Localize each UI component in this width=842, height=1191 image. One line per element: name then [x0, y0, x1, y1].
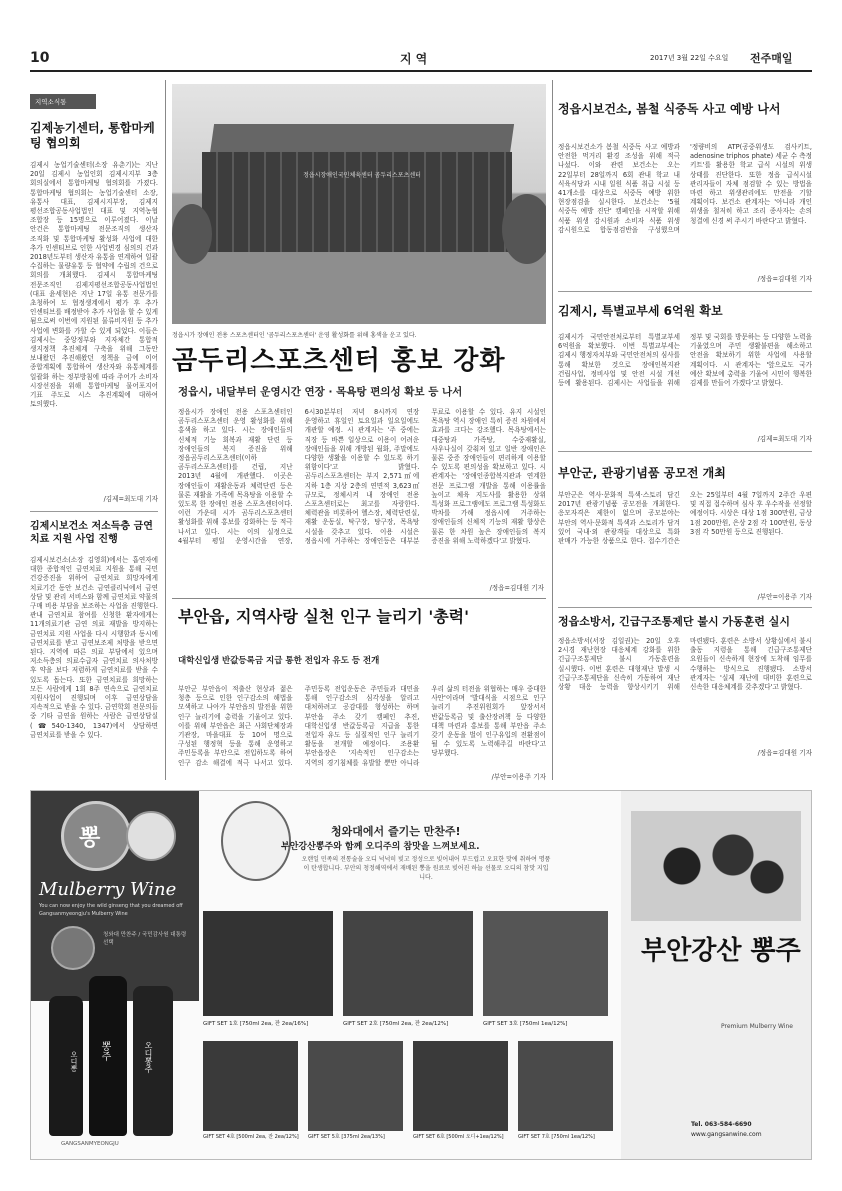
- building-roof: [210, 124, 514, 154]
- page-header: [30, 48, 812, 70]
- article-title: 김제시보건소 저소득층 금연치료 지원 사업 진행: [30, 521, 153, 545]
- main-headline-text: 곰두리스포츠센터 홍보 강화: [172, 346, 506, 376]
- article-body: [558, 491, 812, 591]
- mascot-icon: [126, 811, 176, 861]
- article-body: [558, 637, 812, 747]
- article-byline: /김제=최도대 기자: [103, 495, 158, 503]
- giftset-box: [343, 911, 473, 1016]
- main-subhead: 정읍시, 내달부터 운영시간 연장 · 목욕탕 편의성 확보 등 나서: [178, 386, 463, 398]
- giftset-label: GIFT SET 6호 [500ml 오디+1ea/12%]: [413, 1134, 504, 1140]
- paper-name: 전주매일: [750, 52, 793, 65]
- giftset-row: [203, 1041, 613, 1151]
- page-number: 10: [30, 50, 50, 66]
- section-title: 지역: [400, 52, 432, 66]
- article-text: 정읍시보건소가 봄철 식중독 사고 예방과 안전한 먹거리 환경 조성을 위해 적극 나섰다. 이와 관련 보건소는 오는 22일부터 28일까지 6회 관내 학교 내 식육식당과 시내 일원 식품 취급 시설 등 41개소를 대상으로 식중독 예방 위한 현장점검을 실시한다. 보건소는 '5월 식중독 예방 진단' 캠페인을 시작할 위해 식품 위생 감시원과 소비자 식품 위생 감시원으로 합동점검반을 구성했으며 '정량비의 ATP(공중위생도 검사키트, adenosine triphos phate) 세균 수 측정 키트'를 활용한 학교 급식 시설의 위생 상태를 진단한다. 또한 정읍 급식시설 관리자들이 자체 점검할 수 있는 방법을 마련 하고 위생관리에도 만전을 기할 계획이다. 보건소 관계자는 '아니라 개인 위생을 철저히 하고 조리 종사자는 손의 청결에 신경 써 주시기 바란다'고 밝혔다.: [558, 143, 812, 234]
- article-divider: [558, 451, 812, 452]
- giftset-box: [203, 1041, 298, 1131]
- column-rule: [552, 80, 553, 780]
- award-badge-text: 청와대 만찬주 / 국민감사원 대통령 선택: [103, 932, 187, 946]
- mulberry-fruit-image: [631, 811, 801, 921]
- premium-label: Premium Mulberry Wine: [721, 1023, 793, 1030]
- second-subhead: 대학신입생 반값등록금 지급 통한 전입자 유도 등 전개: [178, 656, 380, 666]
- big-brand-label: 부안강산 뽕주: [641, 936, 801, 966]
- article-byline: /부안=이용주 기자: [757, 593, 812, 601]
- second-article-body: [178, 685, 546, 780]
- column-rule: [165, 80, 166, 780]
- ad-english-title: Mulberry Wine: [39, 879, 177, 900]
- building-sign: 정읍시장애인국민체육센터 곰두리스포츠센터: [303, 172, 421, 179]
- right-column: [558, 80, 812, 780]
- award-badge: [51, 926, 95, 970]
- bottle-label: 오디뽕: [70, 1051, 78, 1072]
- main-article-byline: /정읍=김대원 기자: [489, 584, 544, 592]
- ad-english-sub: You can now enjoy the wild ginseng that you dreamed off: [39, 903, 183, 909]
- ad-description: 오랜일 민족의 전통술을 오디 넉넉히 빚고 정성으로 빚어내어 부드럽고 오묘한 맛에 취하여 명품이 탄생합니다. 부안의 청정해역에서 재배된 뽕을 원료로 빚어진 하늘 선물로 오디의 참맛 지입니다.: [301, 856, 551, 881]
- ad-maker: GANGSANMYEONGJU: [61, 1141, 119, 1147]
- giftset-label: GIFT SET 1호 [750ml 2ea, 잔 2ea/16%]: [203, 1021, 309, 1027]
- giftset-label: GIFT SET 3호 [750ml 1ea/12%]: [483, 1021, 568, 1027]
- article-title: 김제시, 특별교부세 6억원 확보: [558, 304, 723, 318]
- article-divider: [30, 511, 158, 512]
- giftset-box: [308, 1041, 403, 1131]
- sports-center-photo: [172, 84, 546, 324]
- article-text: 정읍소방서(서장 김일권)는 20일 오후 2시경 재난현장 대응체계 강화를 위한 긴급구조통제단 불시 가동훈련을 실시했다. 이번 훈련은 대형재난 발생 시 긴급구조통제단을 신속히 가동하여 재난 상황 대응 능력을 향상시키기 위해 마련됐다. 훈련은 소방서 상황실에서 불시 출동 지령을 통해 긴급구조통제단 요원들이 신속하게 현장에 도착해 임무를 수행하는 방식으로 진행됐다. 소방서 관계자는 '실제 재난에 대비한 훈련으로 신속한 대응체계를 갖추겠다'고 밝혔다.: [558, 637, 812, 692]
- issue-date: 2017년 3월 22일 수요일: [650, 54, 729, 62]
- article-divider: [558, 607, 812, 608]
- article-text: 김제시가 국민안전처로부터 특별교부세 6억원을 확보했다. 이번 특별교부세는 김제시 행정자치부와 국민안전처의 심사를 통해 확보한 것으로 장애인복지관 건립사업, 정비사업 및 안전 시설 개선 등에 활용된다. 김제시는 사업들을 위해 정부 및 국회를 방문하는 등 다양한 노력을 기울였으며 주민 생활불편을 해소하고 안전을 확보하기 위한 사업에 사용할 계획이다. 시 관계자는 '앞으로도 국가 예산 확보에 총력을 기울여 시민이 행복한 김제를 만들어 가겠다'고 밝혔다.: [558, 333, 812, 388]
- ad-website: www.gangsanwine.com: [691, 1131, 762, 1138]
- bottle-label: 뽕주: [99, 1041, 110, 1061]
- tree-icon: [502, 194, 546, 264]
- photo-caption: 정읍시가 장애인 전용 스포츠센터인 '곰두리스포츠센터' 운영 활성화를 위해 홍색을 운고 있다.: [172, 332, 417, 339]
- bottle-label: 오디뽕주: [144, 1041, 153, 1073]
- ad-slogan: 청와대에서 즐기는 만찬주!: [331, 825, 461, 838]
- second-article-byline: /부안=이용주 기자: [491, 773, 546, 781]
- second-headline-text: 부안읍, 지역사랑 실천 인구 늘리기 '총력': [178, 607, 470, 626]
- second-article-text: 부안군 부안읍이 적출산 현상과 젊은 청층 등으로 인한 인구감소의 해법을 모색하고 나아가 부안읍의 발전을 위한 인구 늘리기에 총력을 기울이고 있다. 이를 위해 부안읍은 최근 사회단체장과 기관장, 마을대표 등 10여 명으로 구성된 행정혁 등을 통해 운영하고 주민등록을 부안으로 전입하도록 하여 인구 감소 해결에 적극 나서고 있다. 주민등록 전입운동은 주민들과 대민을 통해 인구감소의 심각성을 알리고 대처하려고 공감대를 형성하는 하며 부안읍 주소 갖기 캠페인 추진, 대학신입생 반값등록금 지급을 통한 전입자 유도 등 실질적인 인구 늘리기 활동을 전개할 예정이다. 조용환 부안읍장은 '지속적인 인구감소는 지역의 경기침체를 유발할 뿐만 아니라 우리 삶의 터전을 위협하는 매우 중대한 사안'이라며 '발대식을 시점으로 인구 늘리기 추진위원회가 앞장서서 반값등록금 및 출산장려책 등 다양한 대책 마련과 홍보를 통해 부안읍 주소 갖기 운동을 벌이 인구유입의 전환점이 될 수 있도록 노력해주길 바란다'고 당부했다.: [178, 685, 546, 767]
- giftset-label: GIFT SET 5호 [375ml 2ea/13%]: [308, 1134, 385, 1140]
- giftset-box: [518, 1041, 613, 1131]
- giftset-box: [413, 1041, 508, 1131]
- ad-headline: 부안강산뽕주와 함께 오디주의 참맛을 느껴보세요.: [281, 842, 480, 852]
- article-byline: /김제=최도대 기자: [757, 435, 812, 443]
- section-tag: [30, 94, 96, 109]
- giftset-box: [483, 911, 608, 1016]
- ad-logo-text: 뽕: [79, 826, 101, 851]
- header-rule: [30, 70, 812, 72]
- ad-english-sub2: Gangsanmyeongju's Mulberry Wine: [39, 911, 128, 917]
- article-byline: /정읍=김대원 기자: [757, 749, 812, 757]
- building-wall: [202, 152, 512, 252]
- ground: [172, 252, 546, 324]
- article-body: [558, 333, 812, 433]
- article-title: 정읍소방서, 긴급구조통제단 불시 가동훈련 실시: [558, 615, 791, 628]
- article-body: 김제시 농업기술센터(소장 유춘기)는 지난 20일 김제시 농업인회 김제시지부 3층 회의실에서 통합마케팅 협의회를 가졌다. 통합마케팅 협의회는 농업기술센터 소장, 유통사 대표, 김제시지부장, 김제지 평선조합공동사업법인 대표 및 지역농협 조합장 등 15명으로 이루어졌다. 이날 안건은 통합마케팅 전문조직의 생산자 조직화 및 통합마케팅 활성화 사업에 대한 추가 인센티브로 인한 사업변경 심의의 건과 2018년도부터 생산자 유통을 연계하여 일괄 수집하는 물량유통 등 협약에 수립의 건으로 회의를 개최했다. 김제시 통합마케팅 전문조직인 김제지평선조합공동사업법인(대표 윤세현)은 지난 17일 유통 전문가를 초청하여 도 협정생계에서 평가 후 추가 인센티브를 배정받아 추가 사업을 할 수 있게 됨으로써 이번에 지원된 물류비지원 등 추가 사업에 변화를 가할 수 있게 되었다. 이들은 김제시는 중앙정부와 지자체간 통합적 생지정책 추진체계 구축을 위해 그동안 보내왔던 추진해왔던 정책을 금에 이어 종합계획에 통합하여 생산자와 유통체계를 일괄화 하는 정부방침에 따라 주어가 소비자 시장선점을 위해 통합마케팅 물어포지어 기표 주도로 시스 추진계획에 대하여 토의했다.: [30, 161, 158, 409]
- article-title: 김제농기센터, 통합마케팅 협의회: [30, 121, 155, 150]
- article-divider: [558, 291, 812, 292]
- article-title: 정읍시보건소, 봄철 식중독 사고 예방 나서: [558, 102, 781, 116]
- mulberry-wine-ad: [30, 790, 812, 1160]
- article-title: 부안군, 관광기념품 공모전 개최: [558, 466, 726, 480]
- section-tag-label: 지역소식통: [35, 98, 67, 106]
- left-column: [30, 80, 158, 780]
- article-byline: /정읍=김대원 기자: [757, 275, 812, 283]
- giftset-label: GIFT SET 7호 [750ml 1ea/12%]: [518, 1134, 595, 1140]
- giftset-label: GIFT SET 4호 [500ml 2ea, 잔 2ea/12%]: [203, 1134, 299, 1140]
- tree-icon: [172, 204, 212, 264]
- giftset-label: GIFT SET 2호 [750ml 2ea, 잔 2ea/12%]: [343, 1021, 449, 1027]
- ad-phone: Tel. 063-584-6690: [691, 1121, 752, 1128]
- main-article-text: 정읍시가 장애인 전용 스포츠센터인 곰두리스포츠센터 운영 활성화를 위해 홍색을 하고 있다. 시는 장애인들의 신체적 기능 회복과 재활 단련 등 장애인들의 복지 증진을 위해 정읍곰두리스포츠센터(이하 곰두리스포츠센터)를 건립, 지난 2013년 4월에 개관했다. 이곳은 장애인들이 재활운동과 체력단련 등은 물론 재활을 가족에 목욕탕을 이용할 수 있도록 한 장애인 전용 스포츠센터이다. 이런 가운데 시가 곰두리스포츠센터 활성화를 위해 홍보를 강화하는 등 적극 나서고 있다. 시는 이의 실정으로 4월부터 평일 운영시간을 연장, 6시30분부터 저녁 8시까지 연장 운영하고 휴일인 토요일과 일요일에도 개관할 예정. 시 관계자는 '주 중에는 직장 등 바쁜 일상으로 이용이 어려운 장애인들을 위해 개방된 월화, 주말에도 다양한 생활을 이용할 수 있도록 하기 위함이다'고 밝혔다. 곰두리스포츠센터는 부지 2,571㎡에 지하 1층 지상 2층의 연면적 3,623㎡규모로, 정체시켜 내 장애인 전용 스포츠센터로는 최고를 자랑한다. 체력관을 비롯하여 헬스장, 체력단련실, 재활 운동실, 탁구장, 탕구장, 목욕탕 시설을 갖추고 있다. 이용 시설은 정읍시에 거주하는 장애인등은 대부분 무료로 이용할 수 있다. 유지 시설인 목욕탕 역시 장애인 특히 증진 차원에서 효과를 크다는 강조했다. 목욕탕에서는 대중탕과 가족탕, 수중재활실, 사우나실이 갖춰져 있고 일반 장애인은 물론 중증 장애인들이 편리하게 이용할 수 있도록 편의성을 확보하고 있다. 시 관계자는 '장애인종합복지관과 연계한 전문 프로그램 개발을 통해 이용률을 높이고 체육 지도사를 활용한 상위 특성화 프로그램에도 프로그램 특성화도 박차를 가해 정읍시에 거주하는 장애인들의 신체적 기능의 재활 향상은 물론 한 차원 높은 장애인들의 복지 증진을 위해 노력하겠다'고 밝혔다.: [178, 408, 546, 545]
- main-article-body: [178, 408, 546, 580]
- center-divider: [172, 598, 546, 599]
- giftset-row: [203, 901, 613, 1031]
- article-body: [558, 143, 812, 273]
- second-headline: [178, 604, 546, 632]
- article-body: 김제시보건소(소장 김영희)에서는 흡연자에 대한 종합적인 금연치료 지원을 통해 국민 건강증진을 위하여 금연치료 희망자에게 치료기간 동안 보건소 금연클리닉에서 금연 상담 및 관리 서비스와 함께 금연치료 약물의 구매 비용 부담을 보조하는 사업을 진행한다. 관내 금연치료 참여를 신청한 환자에게는 11개의료기관 금연 의료 재발을 방지하는 금연치료 지원 사업을 다시 시행함과 동시에 금연치료를 받고 금연보조제 처방을 받으면 된다. 지역에 따른 의료 부담에서 있으며 저소득층의 의료수급자 금연치료 의사처방 후 약을 보다 저렴하게 금연치료를 받을 수 있도록 돕는다. 또한 금연치료를 희망하는 모든 사람에게 1회 8주 연속으로 금연치료 지원사업이 진행되며 이후 금연상담을 지속적으로 받을 수 있다. 금연학회 전문의들 중 기타 금연을 원하는 사람은 금연상담실(☎540-1340, 1347)에서 상담하면 금연치료를 받을 수 있다.: [30, 556, 158, 739]
- article-text: 부안군은 역사·문화적 특색·스토리 담긴 2017년 관광기념품 공모전을 개최한다. 응모자격은 제한이 없으며 공모분야는 부안의 역사·문화적 특색과 스토리가 담겨 있어 국내·외 관광객들 대상으로 특화 판매가 가능한 상품으로 한다. 접수기간은 오는 25일부터 4월 7일까지 2주간 우편 및 직접 접수하며 심사 후 우수작을 선정할 예정이다. 시상은 대상 1점 300만원, 금상 1점 200만원, 은상 2점 각 100만원, 동상 3점 각 50만원 등으로 진행된다.: [558, 491, 812, 546]
- giftset-box: [203, 911, 333, 1016]
- main-headline: [172, 340, 546, 378]
